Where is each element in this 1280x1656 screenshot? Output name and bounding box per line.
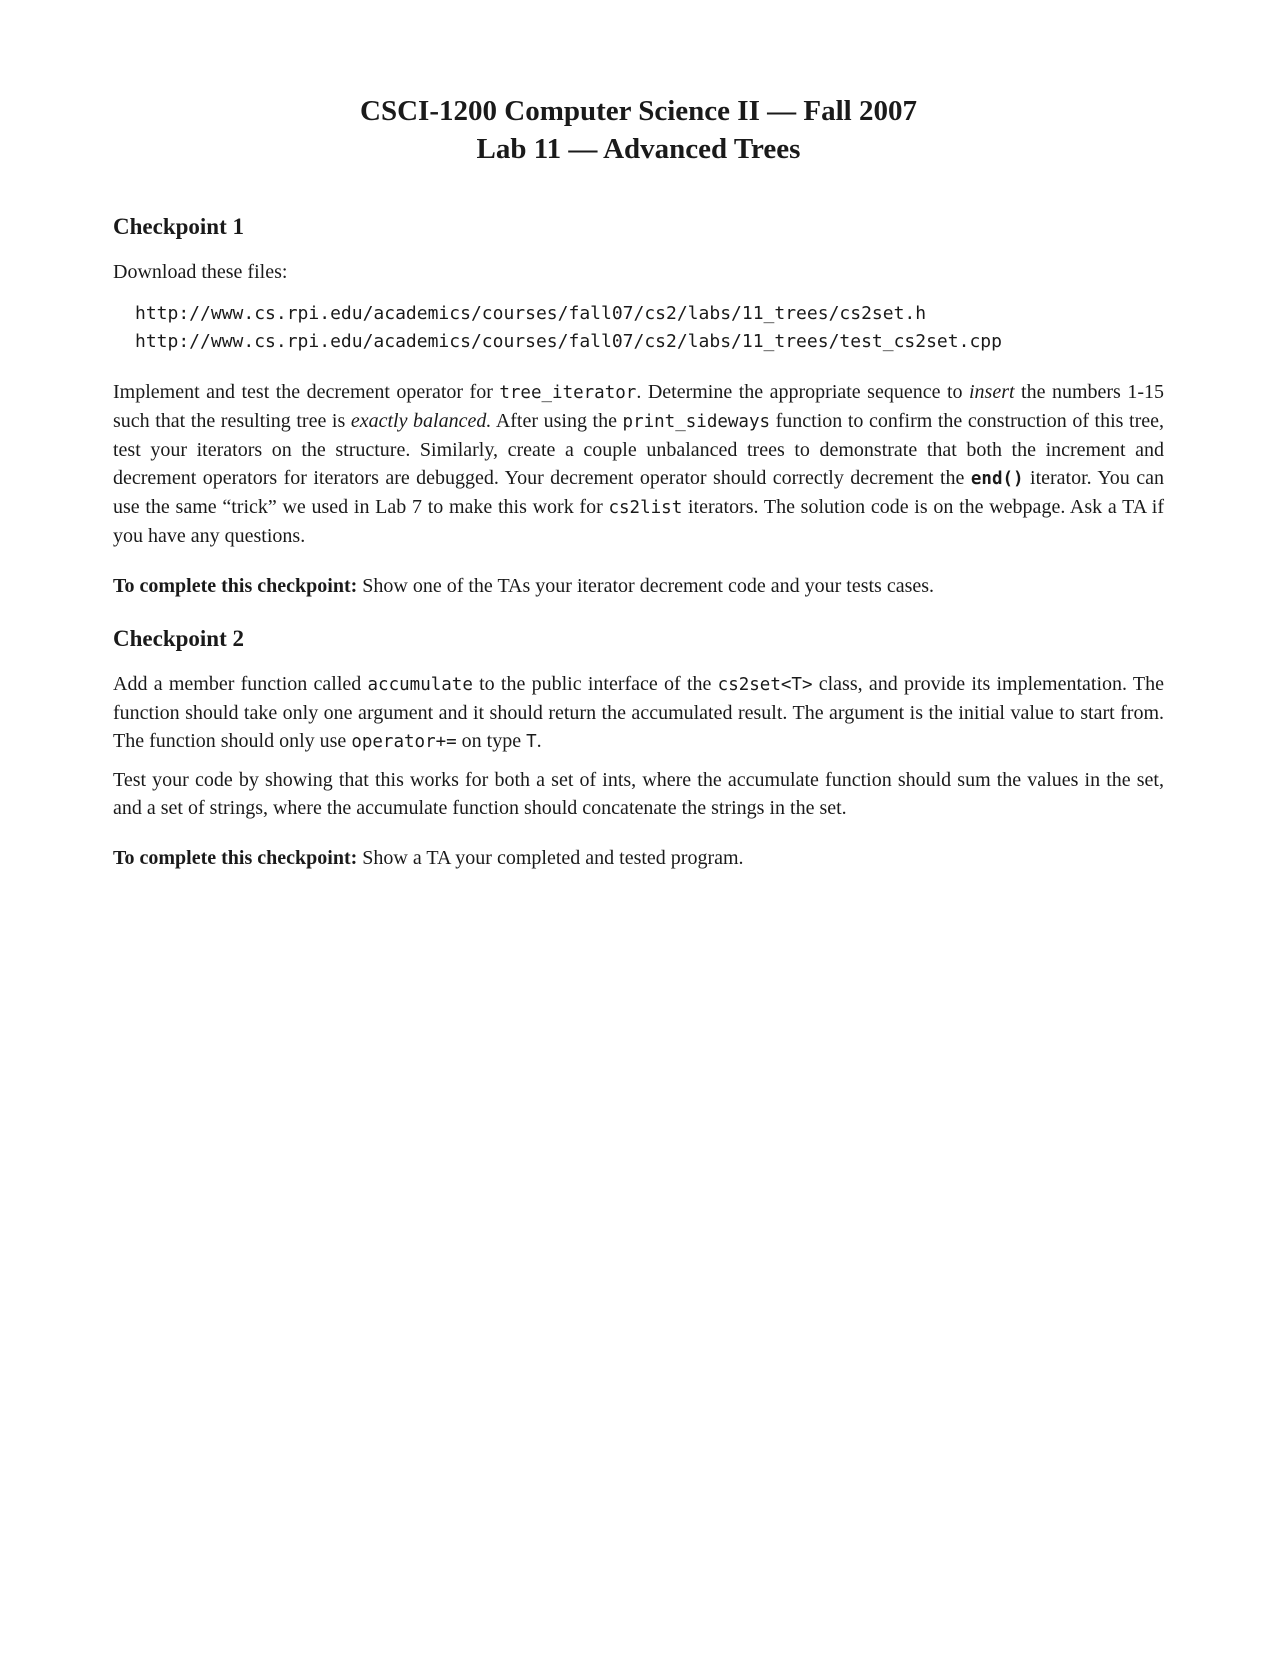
- code-accumulate: accumulate: [367, 675, 473, 695]
- checkpoint-2-heading: Checkpoint 2: [113, 626, 244, 651]
- emphasis-exactly-balanced: exactly balanced.: [350, 410, 492, 432]
- completion-label: To complete this checkpoint:: [113, 847, 358, 869]
- emphasis-insert: insert: [969, 381, 1015, 403]
- code-cs2list: cs2list: [608, 498, 683, 518]
- text: . Determine the appropriate sequence to: [636, 381, 969, 403]
- checkpoint-2-test-instructions: Test your code by showing that this works for both a set of ints, where the accumulate function should sum the values in the set, and a set of strings, where the accumulate function should concatenate the strings in the set.: [113, 769, 1164, 819]
- checkpoint-1-section: [113, 214, 1164, 600]
- url-cs2set-h[interactable]: http://www.cs.rpi.edu/academics/courses/fall07/cs2/labs/11_trees/cs2set.h: [135, 303, 927, 324]
- text: Implement and test the decrement operator for: [113, 381, 500, 403]
- text: function to confirm the construction of this tree, test your iterators on the structure. Similarly, create a couple unbalanced trees to demonstrate that both the increment and decrement operators for iterators are debugged. Your decrement operator should correctly decrement the: [113, 410, 1164, 489]
- course-title: CSCI-1200 Computer Science II — Fall 2007: [360, 95, 917, 127]
- checkpoint-2-section: [113, 626, 1164, 872]
- text: iterators. The solution code is on the webpage. Ask a TA if you have any questions.: [113, 496, 1164, 547]
- completion-text: Show one of the TAs your iterator decrement code and your tests cases.: [357, 575, 935, 597]
- url-test-cs2set-cpp[interactable]: http://www.cs.rpi.edu/academics/courses/fall07/cs2/labs/11_trees/test_cs2set.cpp: [135, 331, 1002, 352]
- checkpoint-2-instructions: [113, 670, 1164, 756]
- title-block: [113, 92, 1164, 168]
- file-url-list: [135, 300, 1164, 356]
- completion-label: To complete this checkpoint:: [113, 575, 358, 597]
- completion-text: Show a TA your completed and tested program.: [357, 847, 744, 869]
- text: class, and provide its implementation. The function should take only one argument and it should return the accumulated result. The argument is the initial value to start from. The function should only use: [113, 673, 1164, 752]
- checkpoint-1-instructions: [113, 378, 1164, 550]
- checkpoint-1-completion: [113, 572, 1164, 600]
- code-type-t: T: [526, 732, 537, 752]
- text: the numbers 1-15 such that the resulting tree is: [113, 381, 1164, 432]
- code-cs2set-t: cs2set<T>: [717, 675, 813, 695]
- checkpoint-1-heading: Checkpoint 1: [113, 214, 244, 239]
- text: After using the: [491, 410, 623, 432]
- code-end: end(): [970, 469, 1024, 489]
- lab-title: Lab 11 — Advanced Trees: [476, 133, 801, 165]
- text: to the public interface of the: [472, 673, 718, 695]
- code-tree-iterator: tree_iterator: [499, 383, 637, 403]
- text: iterator. You can use the same “trick” we used in Lab 7 to make this work for: [113, 467, 1165, 518]
- text: Add a member function called: [113, 673, 368, 695]
- text: .: [536, 730, 542, 752]
- document-page: [113, 92, 1164, 898]
- text: on type: [456, 730, 527, 752]
- download-intro: Download these files:: [113, 261, 288, 283]
- checkpoint-2-completion: [113, 844, 1164, 872]
- code-print-sideways: print_sideways: [622, 412, 771, 432]
- code-operator-plus-equals: operator+=: [351, 732, 457, 752]
